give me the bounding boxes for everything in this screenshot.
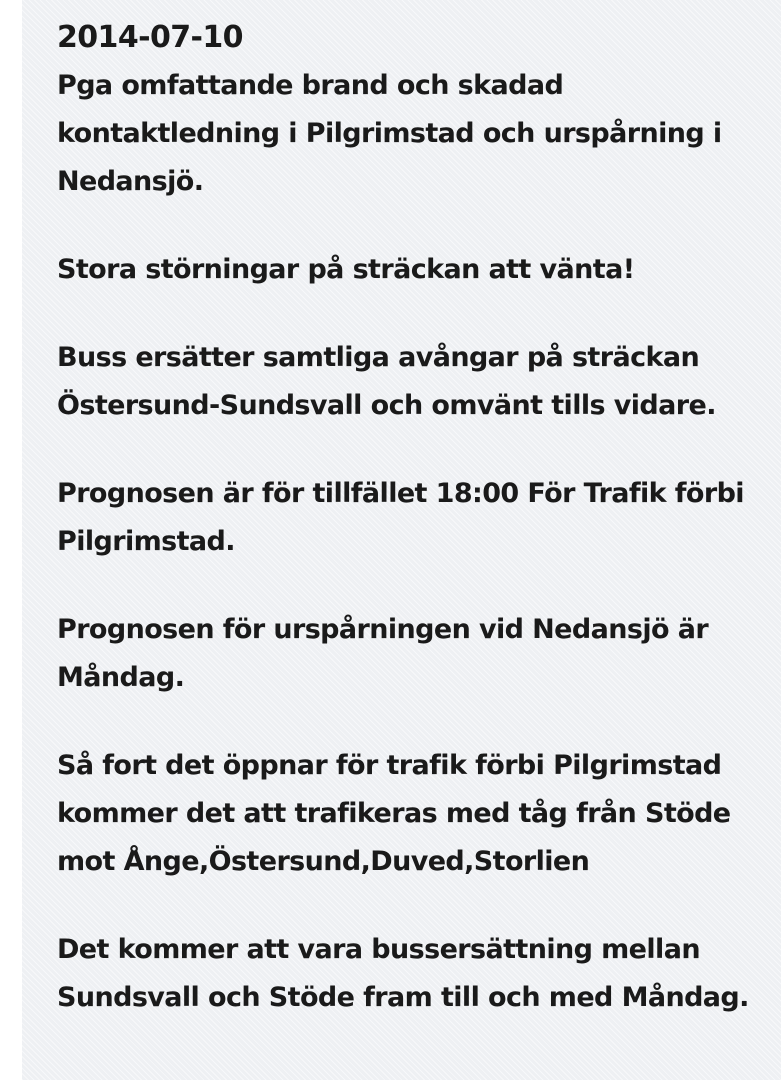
- notice-paragraph-5: Prognosen för urspårningen vid Nedansjö är Måndag.: [57, 614, 709, 693]
- notice-paragraph-4: Prognosen är för tillfället 18:00 För Trafik förbi Pilgrimstad.: [57, 478, 744, 557]
- notice-paragraph-1: Pga omfattande brand och skadad kontaktledning i Pilgrimstad och urspårning i Nedansjö.: [57, 70, 722, 197]
- notice-paragraph-7: Det kommer att vara bussersättning mellan Sundsvall och Stöde fram till och med Måndag.: [57, 934, 749, 1013]
- notice-paragraph-6: Så fort det öppnar för trafik förbi Pilgrimstad kommer det att trafikeras med tåg från Stöde mot Ånge,Östersund,Duved,Storlien: [57, 750, 731, 877]
- traffic-notice: [57, 14, 777, 1022]
- notice-paragraph-3: Buss ersätter samtliga avångar på sträckan Östersund-Sundsvall och omvänt tills vidare.: [57, 342, 716, 421]
- notice-date: 2014-07-10: [57, 20, 243, 55]
- notice-paragraph-2: Stora störningar på sträckan att vänta!: [57, 254, 635, 285]
